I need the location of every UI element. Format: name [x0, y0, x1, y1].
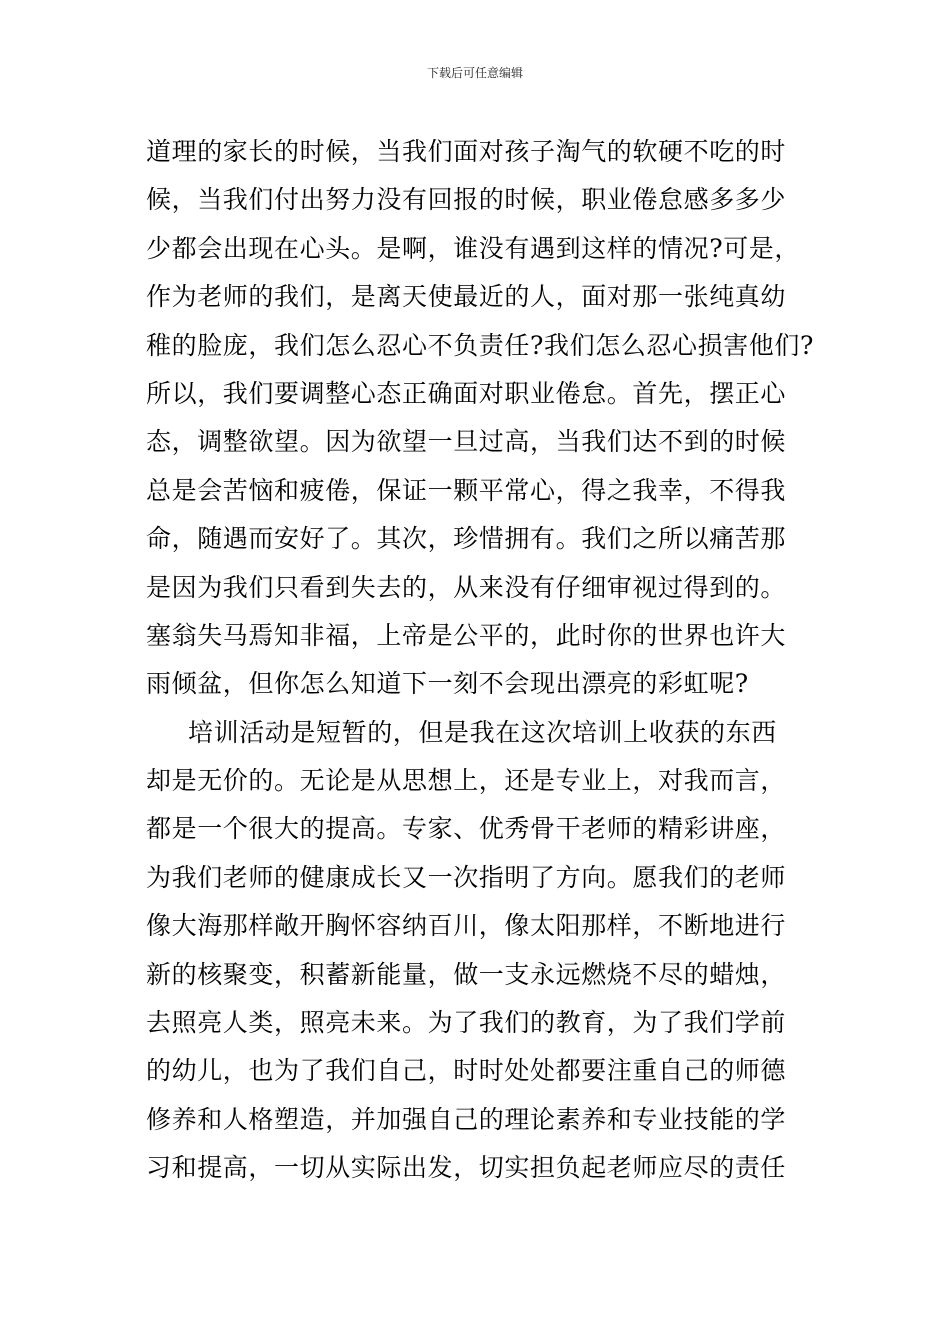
text-line: 态，调整欲望。因为欲望一旦过高，当我们达不到的时候 [146, 427, 787, 457]
text-line: 命，随遇而安好了。其次，珍惜拥有。我们之所以痛苦那 [146, 524, 787, 554]
text-line: 都是一个很大的提高。专家、优秀骨干老师的精彩讲座， [146, 814, 787, 844]
text-line: 稚的脸庞，我们怎么忍心不负责任?我们怎么忍心损害他们? [146, 330, 815, 360]
text-line: 是因为我们只看到失去的，从来没有仔细审视过得到的。 [146, 572, 787, 602]
text-line: 修养和人格塑造，并加强自己的理论素养和专业技能的学 [146, 1104, 787, 1134]
text-line: 却是无价的。无论是从思想上，还是专业上，对我而言， [146, 766, 787, 796]
text-line: 少都会出现在心头。是啊，谁没有遇到这样的情况?可是， [146, 233, 801, 263]
body-text [146, 128, 826, 1193]
text-line: 所以，我们要调整心态正确面对职业倦怠。首先，摆正心 [146, 378, 787, 408]
text-line: 塞翁失马焉知非福，上帝是公平的，此时你的世界也许大 [146, 620, 787, 650]
text-line: 去照亮人类，照亮未来。为了我们的教育，为了我们学前 [146, 1008, 787, 1038]
text-line: 作为老师的我们，是离天使最近的人，面对那一张纯真幼 [146, 282, 787, 312]
page-header: 下载后可任意编辑 [426, 66, 523, 80]
text-line: 习和提高，一切从实际出发，切实担负起老师应尽的责任 [146, 1153, 787, 1183]
paragraph-first-line: 培训活动是短暂的，但是我在这次培训上收获的东西 [188, 717, 777, 747]
text-line: 道理的家长的时候，当我们面对孩子淘气的软硬不吃的时 [146, 137, 787, 166]
text-line: 的幼儿，也为了我们自己，时时处处都要注重自己的师德 [146, 1056, 787, 1086]
text-line: 总是会苦恼和疲倦，保证一颗平常心，得之我幸，不得我 [146, 475, 787, 505]
text-line: 新的核聚变，积蓄新能量，做一支永远燃烧不尽的蜡烛， [146, 959, 787, 989]
text-line: 像大海那样敞开胸怀容纳百川，像太阳那样，不断地进行 [146, 911, 787, 941]
text-line: 雨倾盆，但你怎么知道下一刻不会现出漂亮的彩虹呢? [146, 669, 749, 699]
text-line: 为我们老师的健康成长又一次指明了方向。愿我们的老师 [146, 862, 787, 892]
text-line: 候，当我们付出努力没有回报的时候，职业倦怠感多多少 [146, 185, 787, 215]
